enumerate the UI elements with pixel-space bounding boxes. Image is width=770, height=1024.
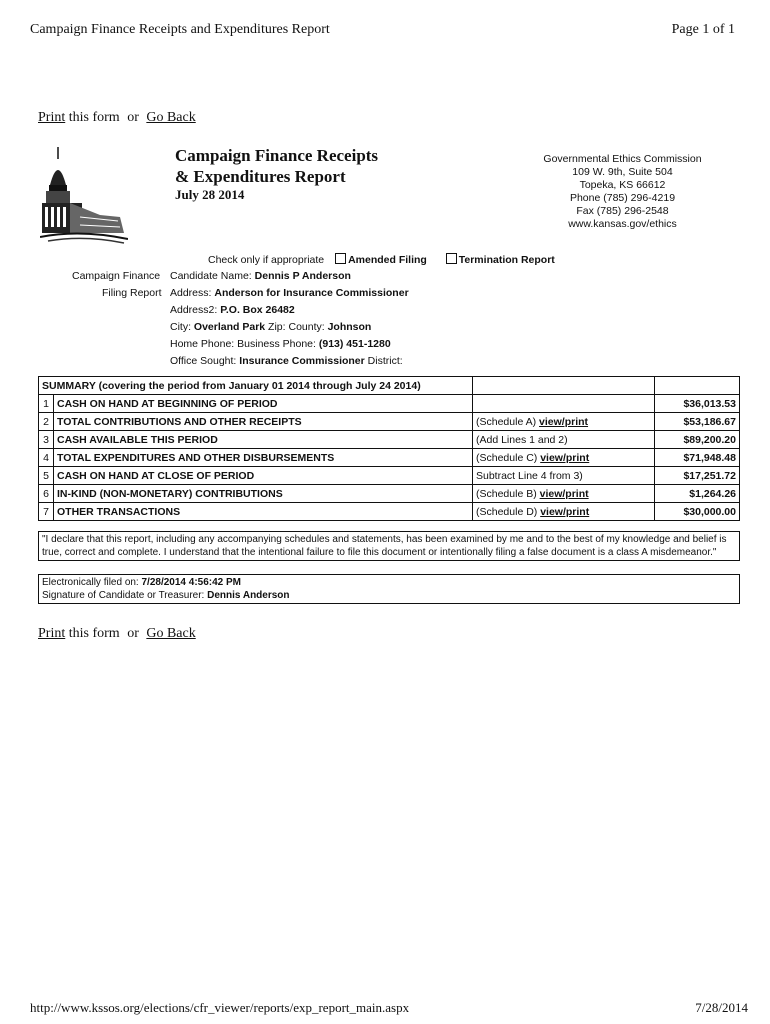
declaration-text: "I declare that this report, including any accompanying schedules and statements, has been examined by me and to the best of my knowledge and belief is true, correct and complete. I understand that the intentional failure to file this document or intentionally filing a false document is a class A misdemeanor." [38,531,740,561]
summary-row-amount: $30,000.00 [655,503,740,521]
amended-checkbox[interactable] [335,253,346,264]
signature-row [42,589,736,602]
commission-phone: Phone (785) 296-4219 [569,192,676,204]
summary-row-number: 4 [39,449,54,467]
summary-row-schedule [473,485,655,503]
filing-left-label1: Campaign Finance [72,270,161,282]
summary-row-label: TOTAL EXPENDITURES AND OTHER DISBURSEMENTS [54,449,473,467]
report-title-line1: Campaign Finance Receipts [175,146,379,165]
city-label: City: [170,321,191,333]
address2-label: Address2: [170,304,218,316]
county-value: Johnson [327,321,372,333]
summary-row-schedule [473,449,655,467]
commission-city: Topeka, KS 66612 [579,179,666,191]
summary-row-label: CASH ON HAND AT BEGINNING OF PERIOD [54,395,473,413]
schedule-text: (Schedule B) [476,487,537,500]
city-row [170,319,409,336]
candidate-label: Candidate Name: [170,270,252,282]
summary-row-number: 1 [39,395,54,413]
report-title [175,145,378,187]
zip-label: Zip: [268,321,286,333]
summary-row-label: CASH AVAILABLE THIS PERIOD [54,431,473,449]
commission-web: www.kansas.gov/ethics [568,218,677,230]
footer-url: http://www.kssos.org/elections/cfr_viewer/reports/exp_report_main.aspx [30,1000,410,1015]
page-count: Page 1 of 1 [671,22,735,37]
print-link-bottom[interactable]: Print [38,626,66,641]
commission-street: 109 W. 9th, Suite 504 [572,166,673,178]
summary-row-label: TOTAL CONTRIBUTIONS AND OTHER RECEIPTS [54,413,473,431]
phone-row [170,336,409,353]
summary-row-amount: $17,251.72 [655,467,740,485]
signature-label: Signature of Candidate or Treasurer: [42,590,205,601]
address-value: Anderson for Insurance Commissioner [214,287,409,299]
office-value: Insurance Commissioner [239,355,365,367]
amended-label: Amended Filing [348,254,427,266]
schedule-text: (Schedule D) [476,505,538,518]
summary-row-amount: $36,013.53 [655,395,740,413]
summary-row [39,485,740,503]
commission-fax: Fax (785) 296-2548 [576,205,669,217]
address2-value: P.O. Box 26482 [220,304,295,316]
schedule-text: Subtract Line 4 from 3) [476,469,583,482]
summary-heading-sched-cell [473,377,655,395]
filing-left-label2: Filing Report [102,287,162,299]
summary-row-schedule [473,413,655,431]
summary-row [39,395,740,413]
termination-label: Termination Report [458,254,555,266]
top-nav [38,110,196,126]
summary-row-schedule [473,503,655,521]
check-line [208,253,555,266]
view-print-link[interactable]: view/print [539,415,589,428]
summary-row-amount: $71,948.48 [655,449,740,467]
address-label: Address: [170,287,212,299]
summary-row [39,449,740,467]
summary-row-amount: $1,264.26 [655,485,740,503]
summary-row [39,467,740,485]
city-value: Overland Park [193,321,266,333]
filed-value: 7/28/2014 4:56:42 PM [141,577,242,588]
summary-row-number: 7 [39,503,54,521]
signature-box [38,574,740,604]
summary-row [39,413,740,431]
schedule-text: (Schedule A) [476,415,537,428]
print-rest-text-bottom: this form [65,626,120,641]
summary-row-number: 5 [39,467,54,485]
summary-table [38,376,740,521]
go-back-link-bottom[interactable]: Go Back [146,626,196,641]
report-title-line2: & Expenditures Report [175,167,346,186]
or-text-bottom: or [127,626,139,641]
office-row [170,353,409,370]
filed-label: Electronically filed on: [42,577,139,588]
business-phone-value: (913) 451-1280 [318,338,391,350]
summary-row-amount: $89,200.20 [655,431,740,449]
or-text: or [127,110,139,125]
office-label: Office Sought: [170,355,237,367]
commission-name: Governmental Ethics Commission [543,153,702,165]
summary-row [39,503,740,521]
schedule-text: (Add Lines 1 and 2) [476,433,568,446]
candidate-name: Dennis P Anderson [254,270,351,282]
schedule-text: (Schedule C) [476,451,538,464]
candidate-row [170,268,409,285]
summary-row-schedule [473,395,655,413]
candidate-info [170,268,409,370]
view-print-link[interactable]: view/print [540,451,590,464]
business-phone-label: Business Phone: [237,338,316,350]
report-date: July 28 2014 [175,187,245,202]
summary-heading-amount-cell [655,377,740,395]
summary-heading: SUMMARY (covering the period from January 01 2014 through July 24 2014) [39,377,473,395]
signature-value: Dennis Anderson [207,590,290,601]
summary-row-label: IN-KIND (NON-MONETARY) CONTRIBUTIONS [54,485,473,503]
termination-checkbox[interactable] [446,253,457,264]
commission-address [510,153,735,231]
filed-row [42,576,736,589]
check-label: Check only if appropriate [208,254,325,266]
home-phone-label: Home Phone: [170,338,235,350]
summary-row-amount: $53,186.67 [655,413,740,431]
go-back-link[interactable]: Go Back [146,110,196,125]
summary-row-label: CASH ON HAND AT CLOSE OF PERIOD [54,467,473,485]
view-print-link[interactable]: view/print [539,487,589,500]
bottom-nav [38,626,196,642]
summary-row-schedule [473,467,655,485]
summary-heading-row [39,377,740,395]
footer-date: 7/28/2014 [695,1000,748,1015]
summary-row-label: OTHER TRANSACTIONS [54,503,473,521]
county-label: County: [288,321,325,333]
district-label: District: [367,355,403,367]
browser-page-title: Campaign Finance Receipts and Expenditures Report [30,22,330,37]
summary-row-number: 6 [39,485,54,503]
summary-row-number: 2 [39,413,54,431]
address-row [170,285,409,302]
address2-row [170,302,409,319]
kansas-capitol-logo [40,145,128,245]
print-rest-text: this form [65,110,120,125]
view-print-link[interactable]: view/print [540,505,590,518]
summary-row-schedule [473,431,655,449]
summary-row [39,431,740,449]
print-link[interactable]: Print [38,110,66,125]
summary-row-number: 3 [39,431,54,449]
